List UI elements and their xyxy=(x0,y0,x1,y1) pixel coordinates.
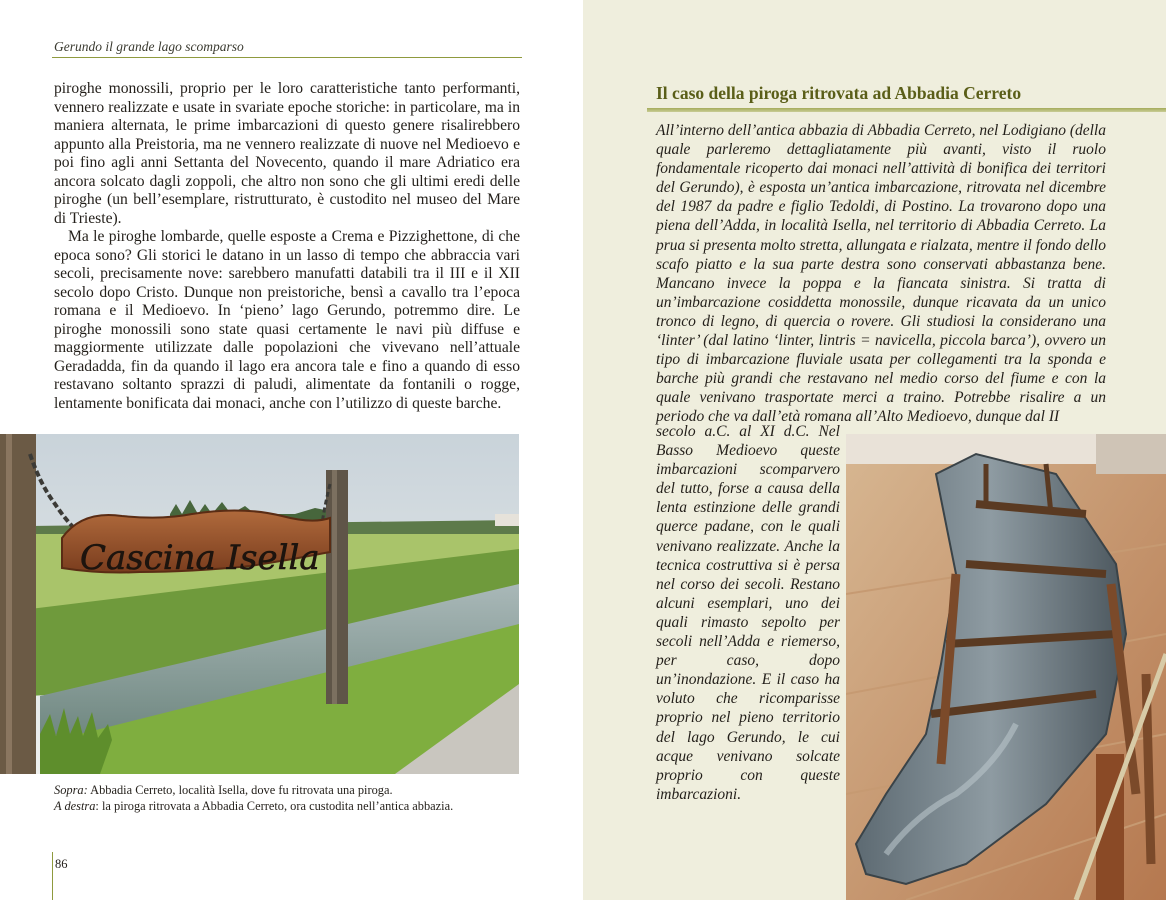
box-title: Il caso della piroga ritrovata ad Abbadia Cerreto xyxy=(656,83,1022,103)
caption-line-right: A destra: la piroga ritrovata a Abbadia Cerreto, ora custodita nell’antica abbazia. xyxy=(54,798,454,813)
box-text-narrow: secolo a.C. al XI d.C. Nel Basso Medioevo queste imbarcazioni scomparvero del tutto, forse a causa della lenta estinzione delle grandi querce padane, con le quali venivano realizzate. Anche la tecnica costruttiva si è persa nel corso dei secoli. Restano alcuni esemplari, uno dei quali rimasto sepolto per secoli nell’Adda e riemerso, per caso, dopo un’inondazione. E il caso ha voluto che ricomparisse proprio nel pieno territorio del lago Gerundo, le cui acque venivano solcate proprio con queste imbarcazioni. xyxy=(656,423,840,803)
header-rule xyxy=(52,57,522,58)
paragraph: piroghe monossili, proprio per le loro caratteristiche tanto performanti, vennero realizzate e usate in svariate epoche storiche: in particolare, ma in maniera alternata, le prime imbarcazioni di questo genere risalirebbero appunto alla Preistoria, ma ne vennero realizzate di nuove nel Medioevo e poi fino agli anni Settanta del Novecento, quando il mare Adriatico era ancora solcato dagli zoppoli, che altro non sono che gli ultimi eredi delle piroghe (un bell’esemplare, ristrutturato, è custodito nel museo del Mare di Trieste). xyxy=(54,80,520,227)
photo-cascina-isella xyxy=(0,434,519,774)
body-text xyxy=(54,80,520,413)
caption-line-above: Sopra: Abbadia Cerreto, località Isella, dove fu ritrovata una piroga. xyxy=(54,783,393,797)
photo-piroga xyxy=(846,434,1166,900)
margin-rule xyxy=(52,852,53,900)
piroga-photo-image xyxy=(846,434,1166,900)
running-head: Gerundo il grande lago scomparso xyxy=(54,39,244,54)
paragraph: Ma le piroghe lombarde, quelle esposte a Crema e Pizzighettone, di che epoca sono? Gli storici le datano in un lasso di tempo che abbraccia vari secoli, precisamente nove: sarebbero manufatti databili tra il III e il XII secolo dopo Cristo. Dunque non preistoriche, bensì a cavallo tra l’epoca romana e il Medioevo. In ‘pieno’ lago Gerundo, potremmo dire. Le piroghe monossili sono state quasi certamente le navi più diffuse e maggiormente utilizzate dalle popolazioni che vivevano nell’attuale Geradadda, fin da quando il lago era ancora tale e fino a quando di esso restavano soltanto sprazzi di paludi, alimentate da fontanili o rogge, lentamente bonificata dai monaci, anche con l’utilizzo di queste barche. xyxy=(54,228,520,412)
box-text-wide: All’interno dell’antica abbazia di Abbadia Cerreto, nel Lodigiano (della quale parleremo dettagliatamente più avanti, visto il ruolo fondamentale ricoperto dai monaci nell’attività di bonifica dei territori del Gerundo), è esposta un’antica imbarcazione, ritrovata nel dicembre del 1987 da padre e figlio Tedoldi, di Postino. La trovarono dopo una piena dell’Adda, in località Isella, nel territorio di Abbadia Cerreto. La prua si presenta molto stretta, allungata e rialzata, mentre il fondo dello scafo piatto e la sua parte destra sono conservati abbastanza bene. Mancano invece la poppa e la fiancata sinistra. Si tratta di un’imbarcazione cosiddetta monossile, dunque ricavata da un unico tronco di legno, di quercia o rovere. Gli studiosi la considerano una ‘linter’ (dal latino ‘linter, lintris = navicella, piccola barca’), ovvero un tipo di imbarcazione fluviale usata per collegamenti tra la sponda e barche più grandi che restavano nel medio corso del fiume e con la quale venivano trasportate merci a traino. Potrebbe risalire a un periodo che va dall’età romana all’Alto Medioevo, dunque dal II xyxy=(656,122,1106,426)
landscape-photo-image xyxy=(0,434,519,774)
sign-text: Cascina Isella xyxy=(80,538,320,578)
photo-caption xyxy=(54,783,524,814)
page-number: 86 xyxy=(55,857,68,871)
title-rule xyxy=(647,108,1166,112)
right-page-box xyxy=(583,0,1166,900)
